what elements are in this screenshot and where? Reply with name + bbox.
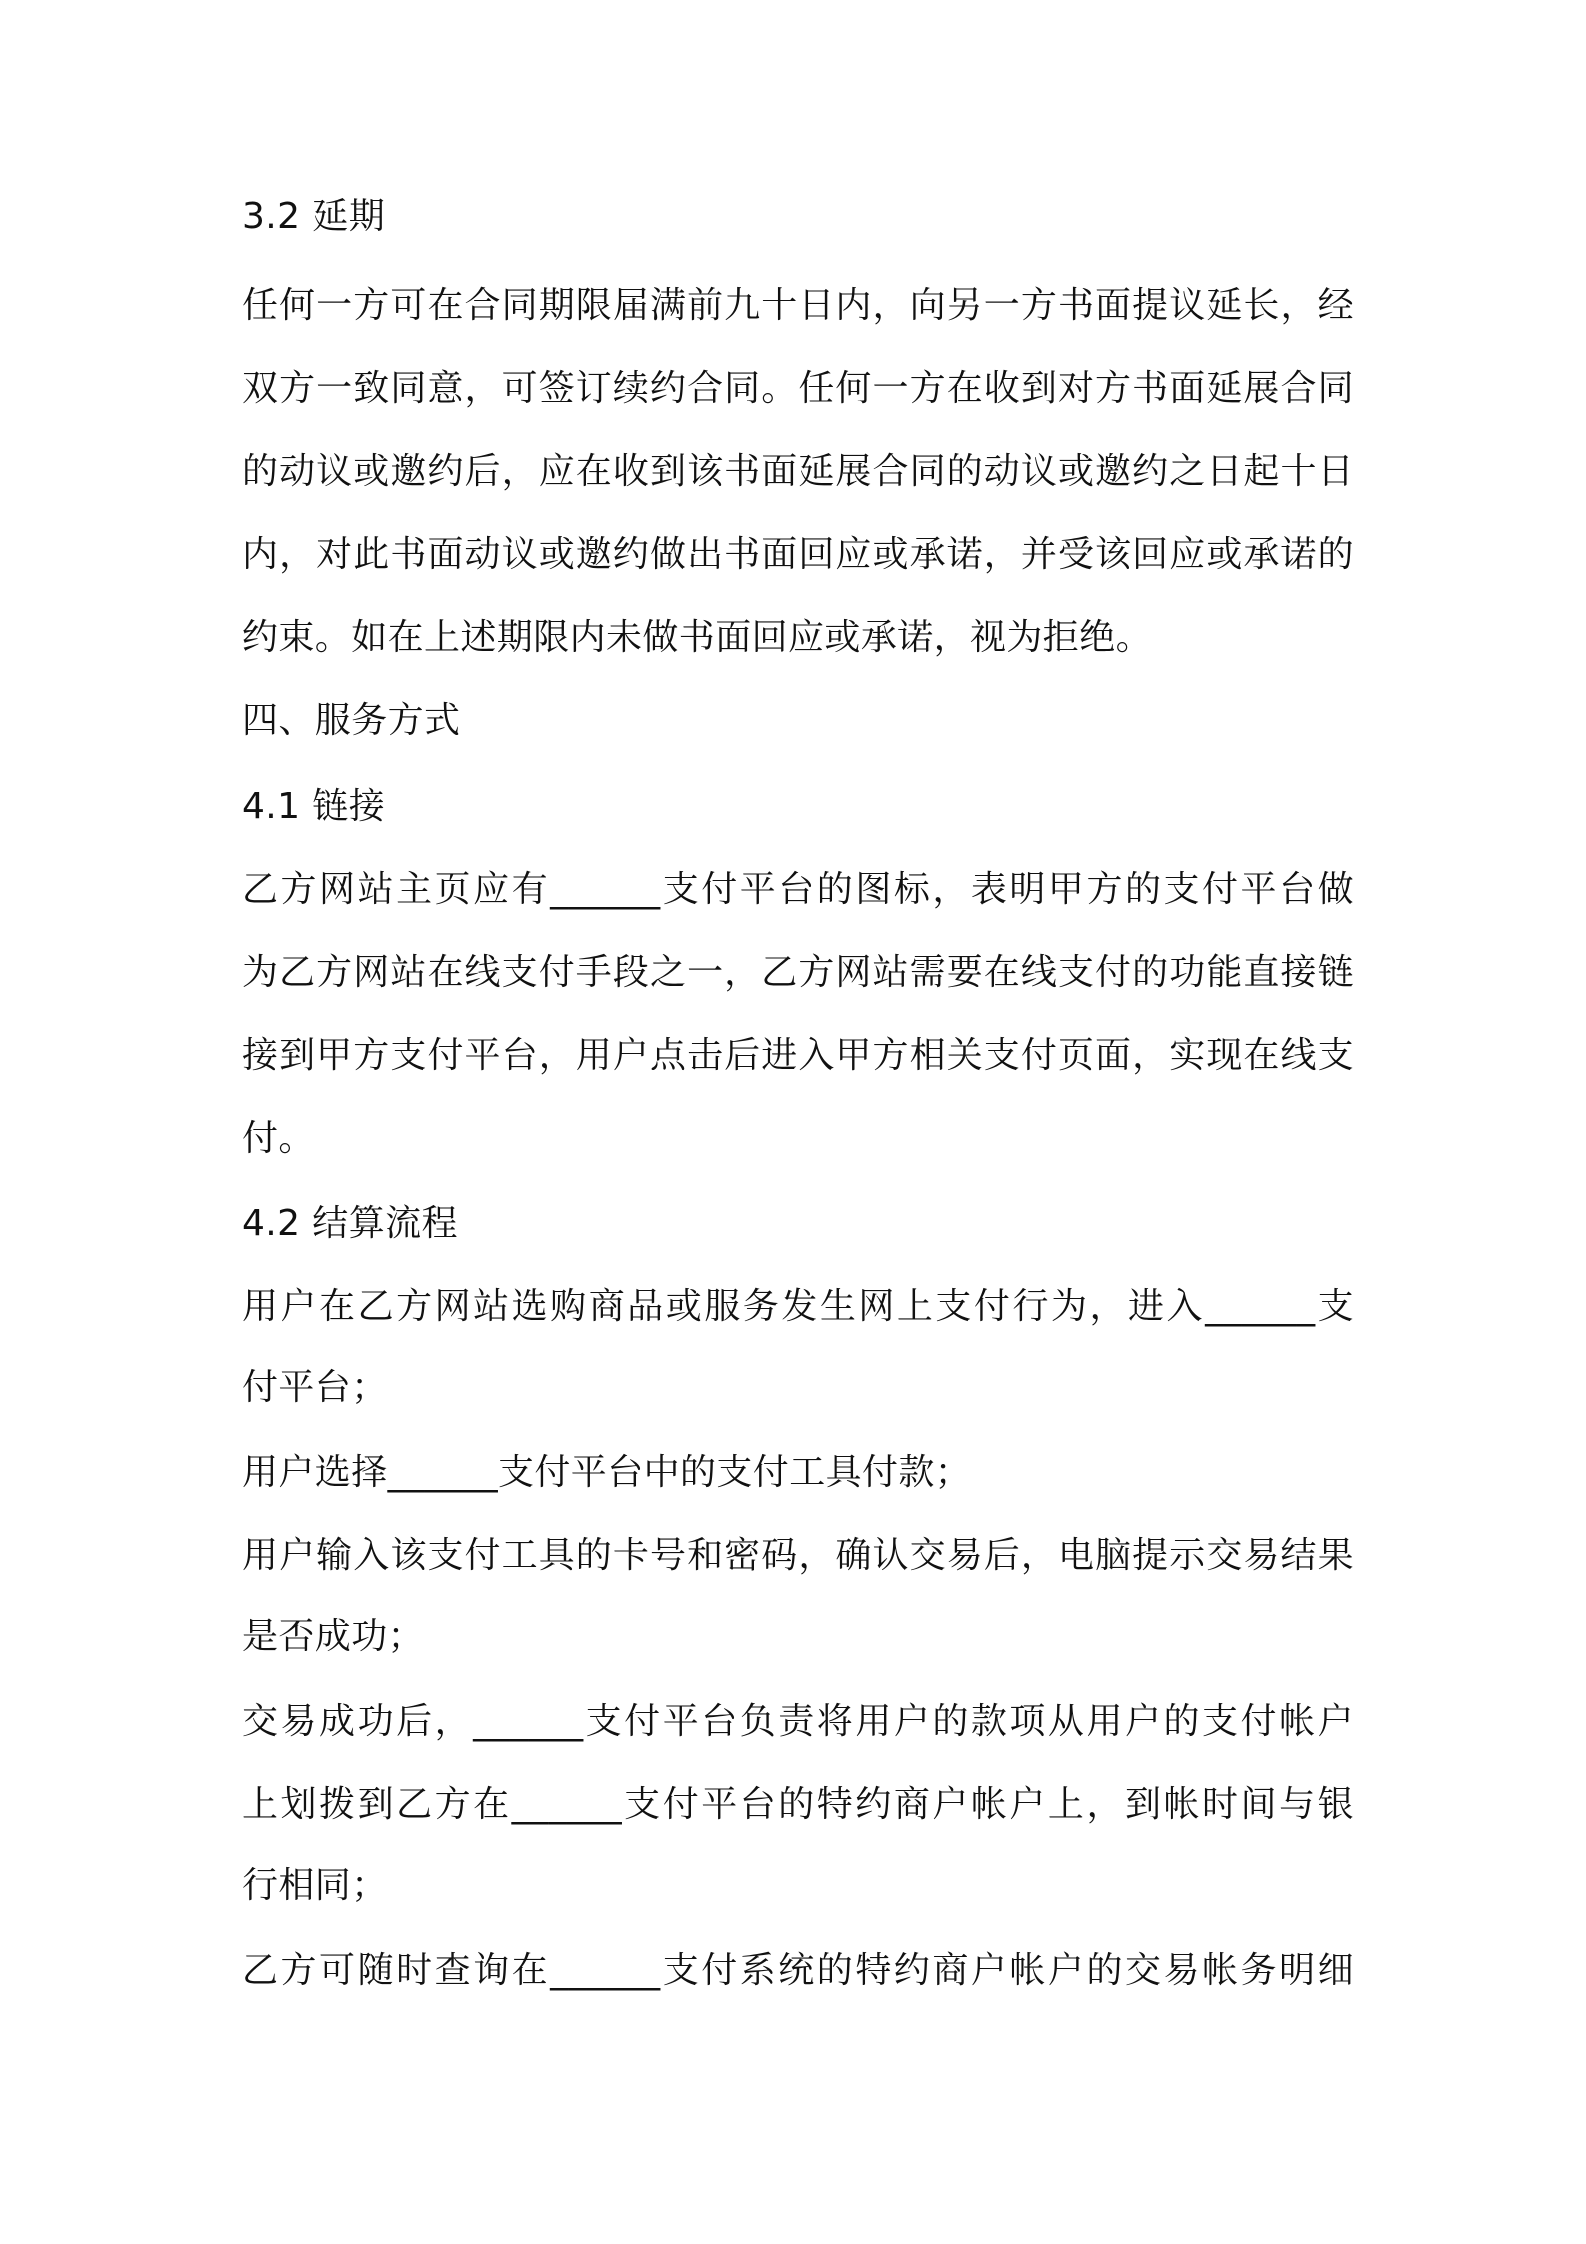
paragraph-line: 接到甲方支付平台，用户点击后进入甲方相关支付页面，实现在线支: [242, 1035, 1354, 1076]
list-item-line: 上划拨到乙方在______支付平台的特约商户帐户上，到帐时间与银: [242, 1784, 1354, 1825]
paragraph-line: 任何一方可在合同期限届满前九十日内，向另一方书面提议延长，经: [242, 285, 1354, 326]
list-item-line: 乙方可随时查询在______支付系统的特约商户帐户的交易帐务明细: [242, 1950, 1354, 1991]
section-heading-4: 四、服务方式: [242, 700, 461, 741]
list-item-line: 付平台；: [242, 1367, 388, 1408]
list-item-line: 用户输入该支付工具的卡号和密码，确认交易后，电脑提示交易结果: [242, 1535, 1354, 1576]
list-item-line: 是否成功；: [242, 1616, 425, 1657]
list-item-line: 用户在乙方网站选购商品或服务发生网上支付行为，进入______支: [242, 1286, 1354, 1327]
paragraph-line: 双方一致同意，可签订续约合同。任何一方在收到对方书面延展合同: [242, 368, 1354, 409]
paragraph-line: 约束。如在上述期限内未做书面回应或承诺，视为拒绝。: [242, 617, 1153, 658]
section-heading-4-2: 4.2 结算流程: [242, 1203, 458, 1244]
paragraph-line: 付。: [242, 1118, 315, 1159]
section-heading-4-1: 4.1 链接: [242, 786, 386, 827]
paragraph-line: 的动议或邀约后，应在收到该书面延展合同的动议或邀约之日起十日: [242, 451, 1354, 492]
paragraph-line: 乙方网站主页应有______支付平台的图标，表明甲方的支付平台做: [242, 869, 1354, 910]
list-item-line: 交易成功后，______支付平台负责将用户的款项从用户的支付帐户: [242, 1701, 1354, 1742]
list-item-line: 行相同；: [242, 1865, 388, 1906]
paragraph-line: 为乙方网站在线支付手段之一，乙方网站需要在线支付的功能直接链: [242, 952, 1354, 993]
section-heading-3-2: 3.2 延期: [242, 196, 386, 237]
list-item-line: 用户选择______支付平台中的支付工具付款；: [242, 1452, 972, 1493]
paragraph-line: 内，对此书面动议或邀约做出书面回应或承诺，并受该回应或承诺的: [242, 534, 1354, 575]
